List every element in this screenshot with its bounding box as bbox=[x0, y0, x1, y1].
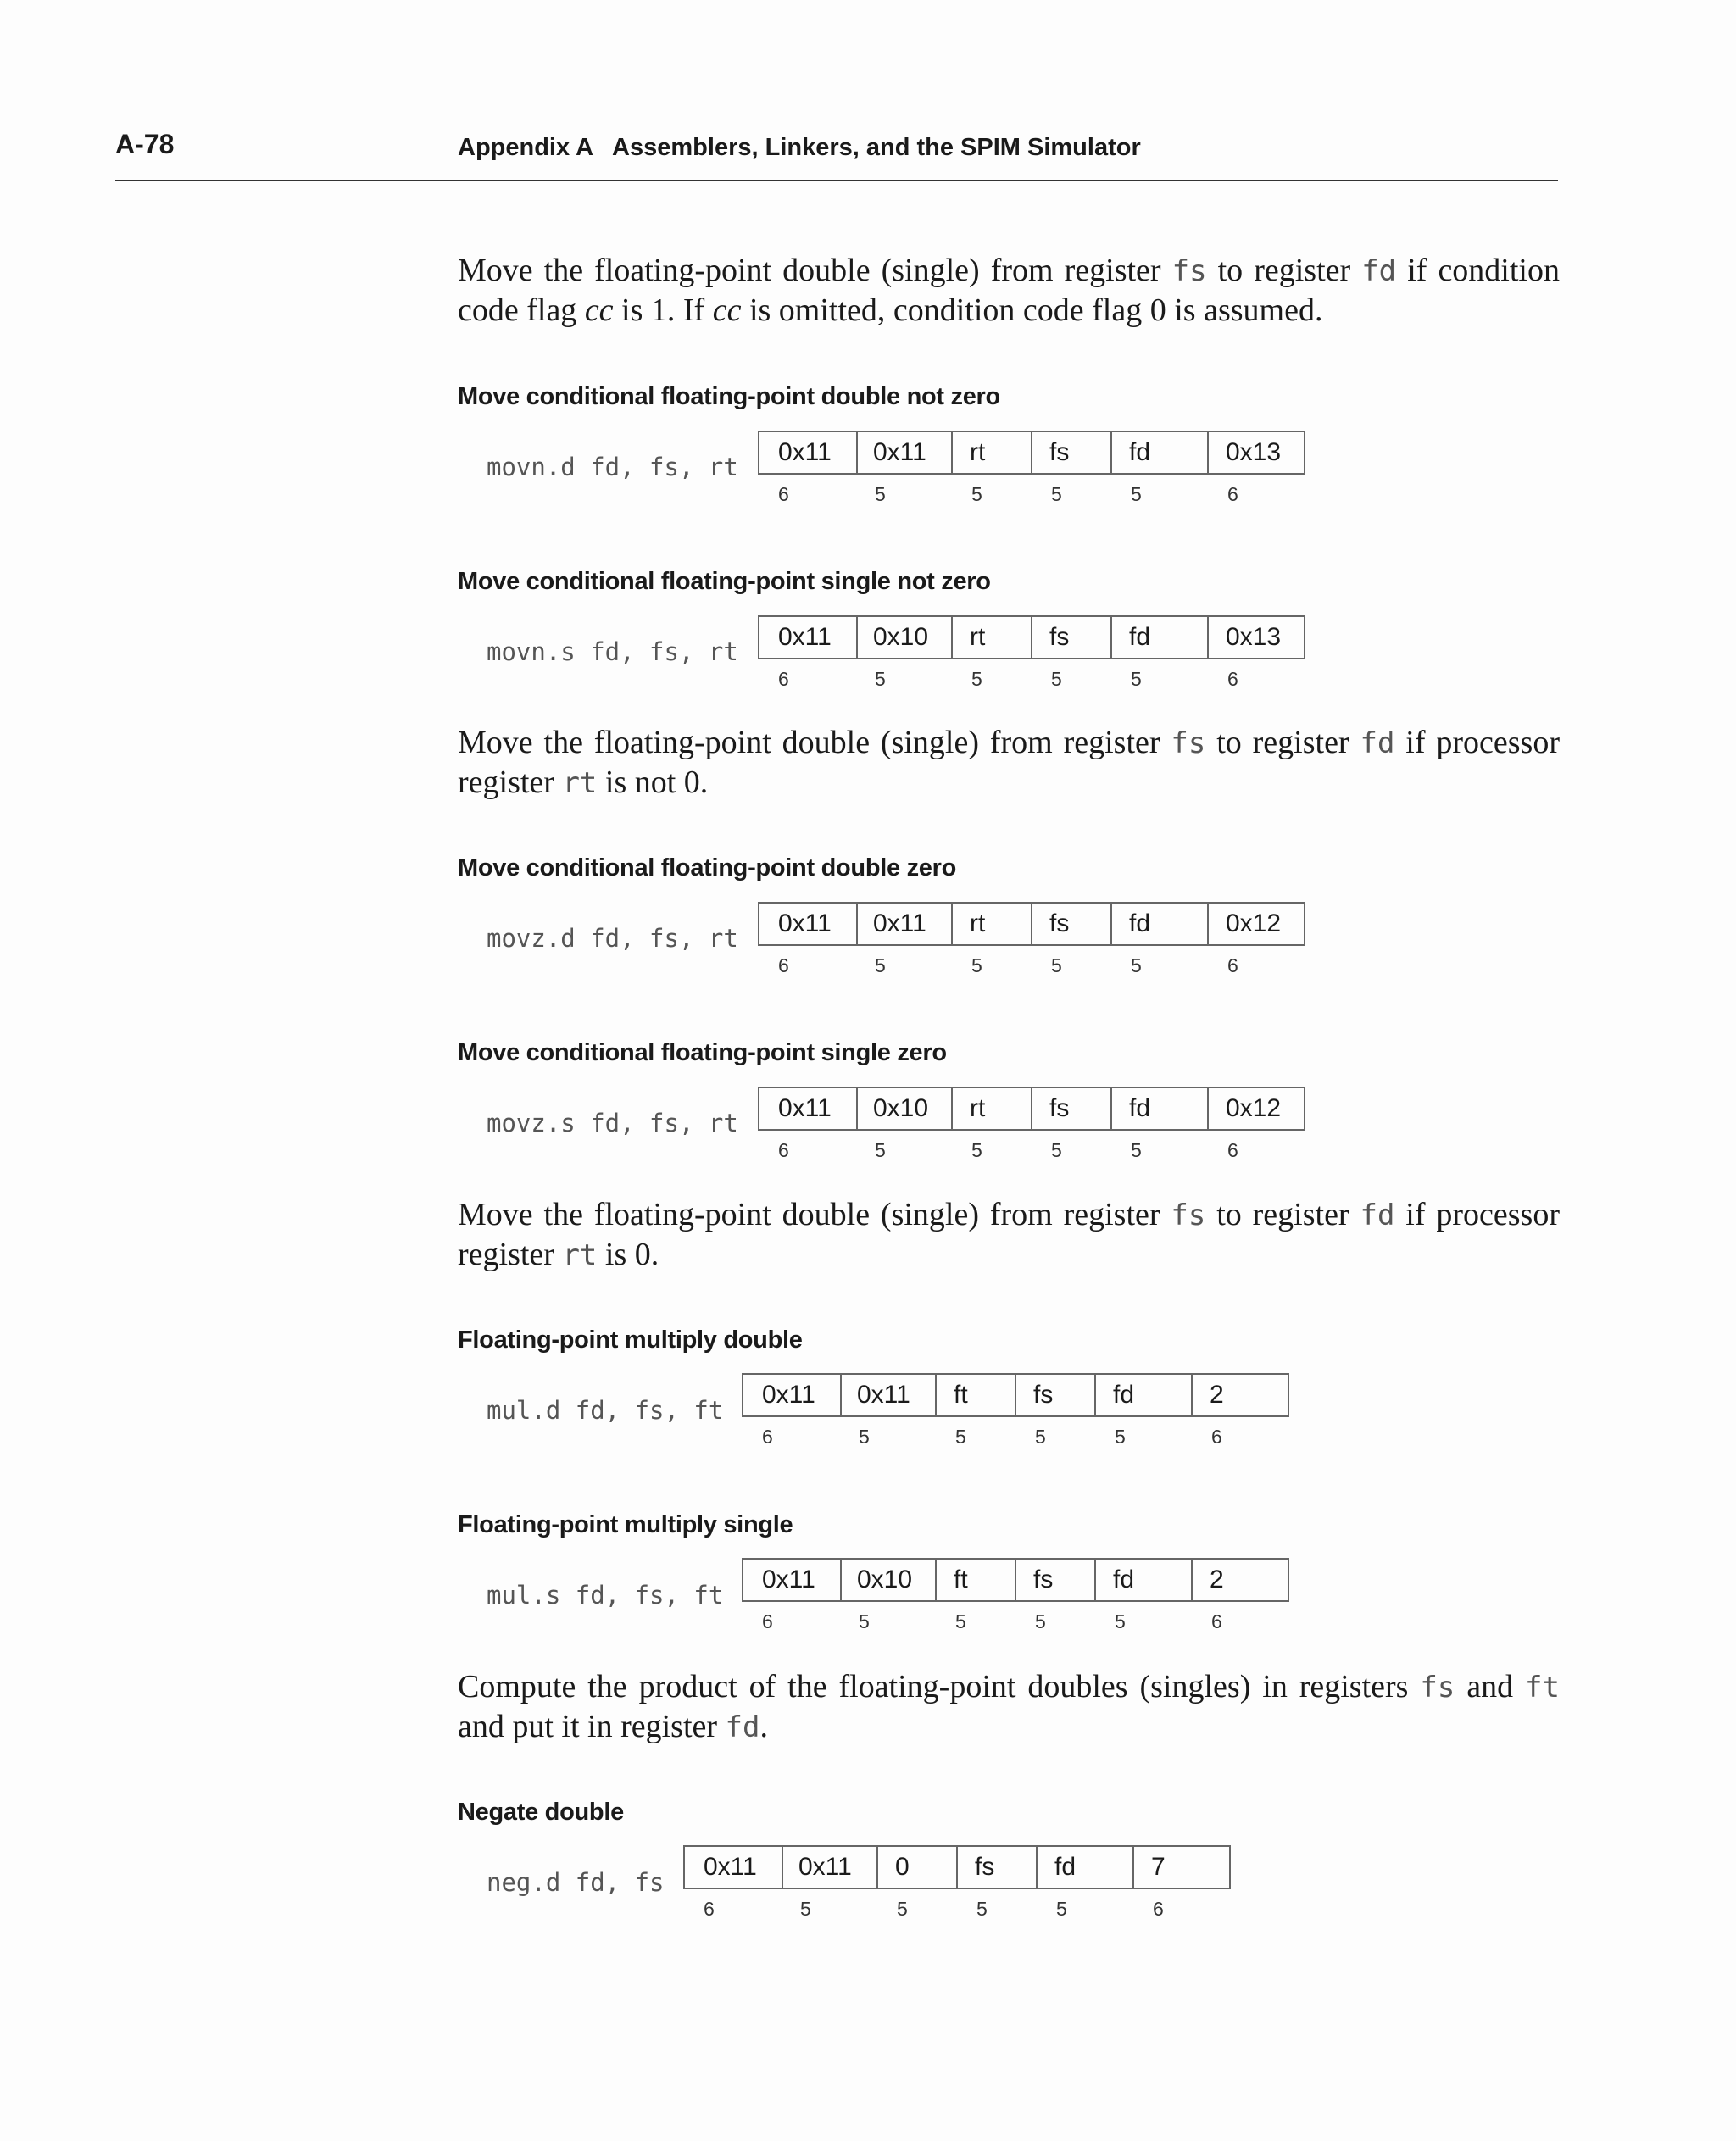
encoding-field: fd bbox=[1110, 1087, 1209, 1131]
encoding-field: fd bbox=[1094, 1558, 1193, 1602]
field-bit-width: 6 bbox=[778, 954, 789, 976]
field-bit-width: 6 bbox=[1227, 668, 1238, 690]
encoding-field: 0x12 bbox=[1207, 1087, 1305, 1131]
field-bit-width: 6 bbox=[1227, 954, 1238, 976]
field-bit-width: 6 bbox=[1211, 1426, 1222, 1448]
encoding-field: 0 bbox=[876, 1845, 958, 1889]
encoding-field: rt bbox=[951, 1087, 1032, 1131]
encoding-field: 0x11 bbox=[758, 431, 858, 475]
instruction-heading: Move conditional floating-point double not zero bbox=[458, 383, 1000, 410]
encoding-field: 7 bbox=[1132, 1845, 1231, 1889]
field-bit-width: 5 bbox=[971, 483, 982, 505]
text-run: if processor register bbox=[458, 1197, 1560, 1272]
field-bit-width: 6 bbox=[762, 1610, 773, 1632]
code-term: fs bbox=[1171, 1198, 1206, 1232]
code-term: rt bbox=[562, 766, 598, 800]
encoding-field: fs bbox=[1031, 615, 1112, 659]
code-term: fs bbox=[1420, 1671, 1455, 1704]
instruction-heading: Negate double bbox=[458, 1799, 624, 1826]
encoding-field: 0x11 bbox=[780, 1845, 878, 1889]
text-run: to register bbox=[1205, 1197, 1360, 1232]
paragraph-condition-flag bbox=[458, 251, 1560, 330]
text-run: Compute the product of the floating-point doubles (singles) in registers bbox=[458, 1669, 1421, 1704]
encoding-field: fs bbox=[1031, 431, 1112, 475]
instruction-syntax: movz.s fd, fs, rt bbox=[487, 1109, 738, 1137]
code-term: fd bbox=[1361, 254, 1397, 288]
field-bit-width: 5 bbox=[875, 1139, 886, 1161]
instruction-heading: Move conditional floating-point single not zero bbox=[458, 568, 991, 595]
encoding-field: 0x12 bbox=[1207, 902, 1305, 946]
text-run: Move the floating-point double (single) from register bbox=[458, 253, 1172, 288]
italic-term: cc bbox=[584, 292, 614, 328]
encoding-field: 0x11 bbox=[854, 902, 953, 946]
field-bit-width: 5 bbox=[955, 1426, 966, 1448]
encoding-field: rt bbox=[951, 431, 1032, 475]
running-head: Appendix A Assemblers, Linkers, and the SPIM Simulator bbox=[458, 134, 1141, 161]
encoding-field: 0x10 bbox=[838, 1558, 937, 1602]
encoding-field: 0x13 bbox=[1207, 615, 1305, 659]
field-bit-width: 5 bbox=[1051, 668, 1062, 690]
field-bit-width: 5 bbox=[1131, 954, 1142, 976]
encoding-field: 0x10 bbox=[854, 615, 953, 659]
instruction-heading: Floating-point multiply single bbox=[458, 1511, 793, 1538]
field-bit-width: 5 bbox=[976, 1898, 988, 1920]
code-term: fd bbox=[725, 1710, 760, 1744]
field-bit-width: 5 bbox=[1115, 1426, 1126, 1448]
encoding-field: 0x11 bbox=[838, 1373, 937, 1417]
encoding-field: 0x10 bbox=[854, 1087, 953, 1131]
instruction-heading: Move conditional floating-point single zero bbox=[458, 1039, 947, 1066]
text-run: is 1. If bbox=[613, 292, 713, 328]
field-bit-width: 6 bbox=[762, 1426, 773, 1448]
encoding-field: 0x11 bbox=[742, 1373, 842, 1417]
italic-term: cc bbox=[712, 292, 742, 328]
text-run: and put it in register bbox=[458, 1709, 726, 1744]
field-bit-width: 5 bbox=[859, 1610, 870, 1632]
field-bit-width: 5 bbox=[875, 483, 886, 505]
instruction-heading: Move conditional floating-point double zero bbox=[458, 854, 957, 881]
instruction-syntax: neg.d fd, fs bbox=[487, 1868, 665, 1897]
encoding-field: rt bbox=[951, 902, 1032, 946]
instruction-syntax: mul.s fd, fs, ft bbox=[487, 1581, 724, 1610]
header-rule bbox=[115, 180, 1558, 181]
encoding-field: fs bbox=[1015, 1558, 1096, 1602]
instruction-syntax: movn.d fd, fs, rt bbox=[487, 453, 738, 481]
field-bit-width: 6 bbox=[1227, 1139, 1238, 1161]
field-bit-width: 5 bbox=[1131, 1139, 1142, 1161]
encoding-field: fs bbox=[1015, 1373, 1096, 1417]
field-bit-width: 6 bbox=[778, 668, 789, 690]
encoding-field: 0x11 bbox=[854, 431, 953, 475]
field-bit-width: 6 bbox=[1211, 1610, 1222, 1632]
text-run: to register bbox=[1206, 253, 1362, 288]
text-run: and bbox=[1455, 1669, 1526, 1704]
field-bit-width: 5 bbox=[1035, 1610, 1046, 1632]
text-run: is omitted, condition code flag 0 is assumed. bbox=[741, 292, 1323, 328]
encoding-field: fs bbox=[1031, 902, 1112, 946]
encoding-field: 0x11 bbox=[683, 1845, 783, 1889]
encoding-field: 0x11 bbox=[758, 615, 858, 659]
code-term: ft bbox=[1525, 1671, 1560, 1704]
encoding-field: 0x13 bbox=[1207, 431, 1305, 475]
page-number: A-78 bbox=[115, 129, 175, 159]
encoding-field: fs bbox=[1031, 1087, 1112, 1131]
field-bit-width: 6 bbox=[778, 1139, 789, 1161]
paragraph-not-zero bbox=[458, 723, 1560, 803]
code-term: fs bbox=[1171, 726, 1206, 760]
instruction-syntax: movz.d fd, fs, rt bbox=[487, 924, 738, 953]
field-bit-width: 5 bbox=[1131, 483, 1142, 505]
encoding-field: fd bbox=[1036, 1845, 1134, 1889]
encoding-field: 0x11 bbox=[742, 1558, 842, 1602]
field-bit-width: 5 bbox=[1056, 1898, 1067, 1920]
code-term: rt bbox=[562, 1238, 598, 1272]
encoding-field: ft bbox=[935, 1373, 1016, 1417]
code-term: fd bbox=[1360, 1198, 1395, 1232]
text-run: is not 0. bbox=[597, 765, 709, 800]
encoding-field: 2 bbox=[1191, 1558, 1289, 1602]
encoding-field: 2 bbox=[1191, 1373, 1289, 1417]
field-bit-width: 6 bbox=[1153, 1898, 1164, 1920]
text-run: to register bbox=[1205, 725, 1360, 760]
field-bit-width: 5 bbox=[971, 1139, 982, 1161]
field-bit-width: 5 bbox=[955, 1610, 966, 1632]
field-bit-width: 5 bbox=[800, 1898, 811, 1920]
field-bit-width: 5 bbox=[1051, 483, 1062, 505]
field-bit-width: 6 bbox=[778, 483, 789, 505]
text-run: Move the floating-point double (single) from register bbox=[458, 725, 1171, 760]
field-bit-width: 6 bbox=[1227, 483, 1238, 505]
instruction-syntax: mul.d fd, fs, ft bbox=[487, 1396, 724, 1425]
field-bit-width: 5 bbox=[897, 1898, 908, 1920]
field-bit-width: 5 bbox=[971, 954, 982, 976]
encoding-field: fd bbox=[1110, 431, 1209, 475]
code-term: fd bbox=[1360, 726, 1395, 760]
field-bit-width: 5 bbox=[1115, 1610, 1126, 1632]
field-bit-width: 5 bbox=[1051, 1139, 1062, 1161]
field-bit-width: 5 bbox=[875, 668, 886, 690]
paragraph-product bbox=[458, 1667, 1560, 1747]
encoding-field: fd bbox=[1110, 902, 1209, 946]
text-run: Move the floating-point double (single) from register bbox=[458, 1197, 1171, 1232]
text-run: . bbox=[760, 1709, 768, 1744]
encoding-field: fd bbox=[1094, 1373, 1193, 1417]
instruction-heading: Floating-point multiply double bbox=[458, 1326, 803, 1354]
paragraph-zero bbox=[458, 1195, 1560, 1275]
encoding-field: 0x11 bbox=[758, 1087, 858, 1131]
encoding-field: fs bbox=[956, 1845, 1038, 1889]
text-run: if condition code flag bbox=[458, 253, 1560, 328]
text-run: if processor register bbox=[458, 725, 1560, 800]
encoding-field: rt bbox=[951, 615, 1032, 659]
encoding-field: fd bbox=[1110, 615, 1209, 659]
field-bit-width: 5 bbox=[859, 1426, 870, 1448]
field-bit-width: 5 bbox=[971, 668, 982, 690]
text-run: is 0. bbox=[597, 1237, 659, 1272]
encoding-field: ft bbox=[935, 1558, 1016, 1602]
field-bit-width: 5 bbox=[1131, 668, 1142, 690]
instruction-syntax: movn.s fd, fs, rt bbox=[487, 637, 738, 666]
encoding-field: 0x11 bbox=[758, 902, 858, 946]
field-bit-width: 5 bbox=[875, 954, 886, 976]
field-bit-width: 5 bbox=[1035, 1426, 1046, 1448]
field-bit-width: 5 bbox=[1051, 954, 1062, 976]
code-term: fs bbox=[1171, 254, 1207, 288]
field-bit-width: 6 bbox=[704, 1898, 715, 1920]
